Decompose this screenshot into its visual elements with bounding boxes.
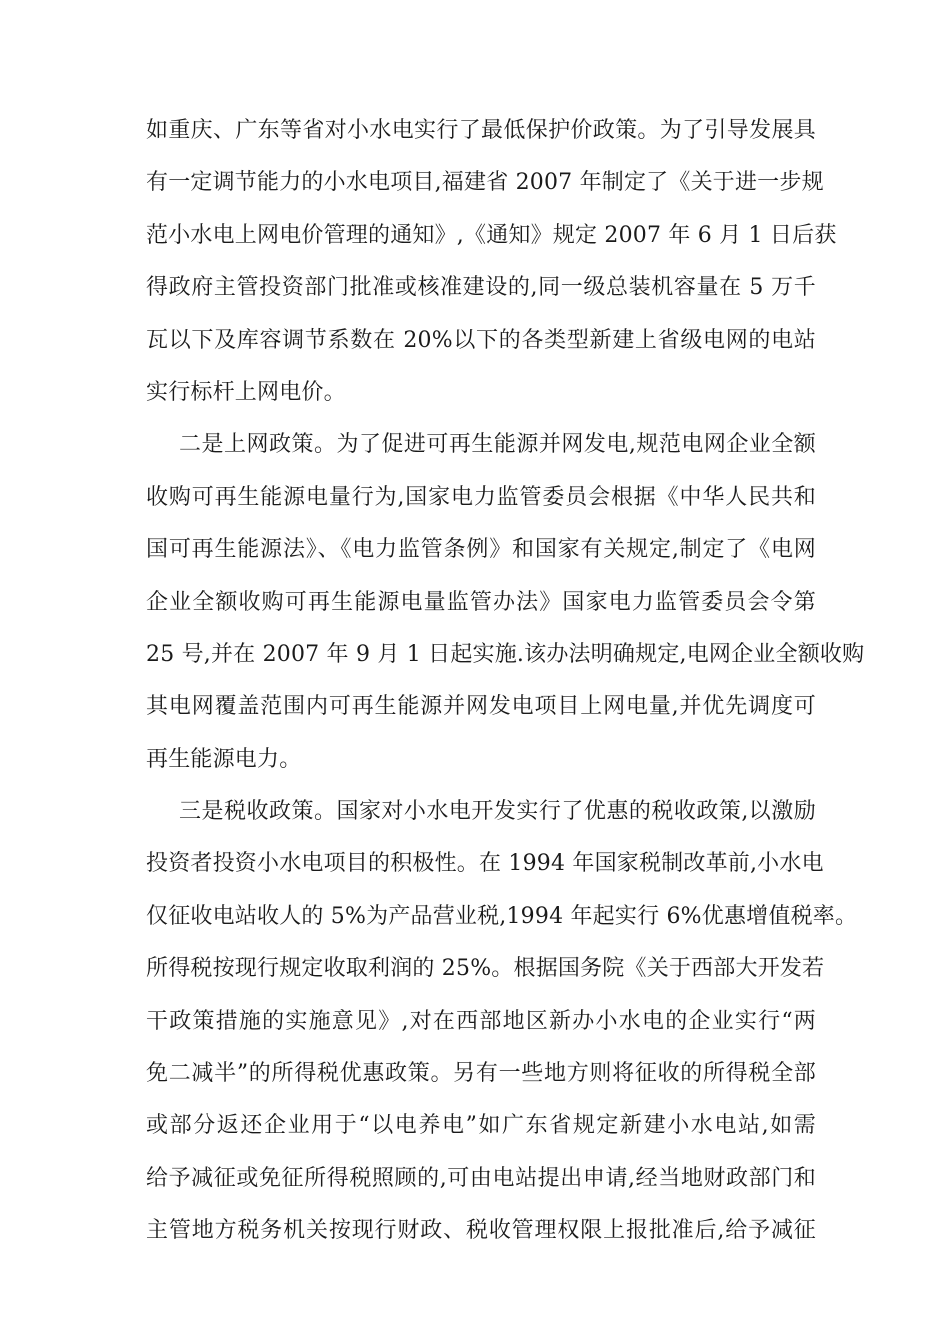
paragraph-start-line: 二是上网政策。为了促进可再生能源并网发电,规范电网企业全额 — [179, 432, 816, 458]
text-line: 投资者投资小水电项目的积极性。在 1994 年国家税制改革前,小水电 — [146, 851, 824, 877]
text-line: 企业全额收购可再生能源电量监管办法》国家电力监管委员会令第 — [146, 589, 816, 615]
document-body — [146, 112, 865, 1265]
text-line: 瓦以下及库容调节系数在 20%以下的各类型新建上省级电网的电站 — [146, 327, 816, 353]
text-line: 免二减半”的所得税优惠政策。另有一些地方则将征收的所得税全部 — [146, 1061, 816, 1087]
text-line: 25 号,并在 2007 年 9 月 1 日起实施.该办法明确规定,电网企业全额收购 — [146, 641, 865, 667]
text-line: 或部分返还企业用于“以电养电”如广东省规定新建小水电站,如需 — [146, 1113, 816, 1139]
text-line: 如重庆、广东等省对小水电实行了最低保护价政策。为了引导发展具 — [146, 118, 816, 143]
text-line: 得政府主管投资部门批准或核准建设的,同一级总装机容量在 5 万千 — [146, 275, 816, 301]
text-line: 国可再生能源法》、《电力监管条例》和国家有关规定,制定了《电网 — [146, 537, 816, 563]
text-line: 再生能源电力。 — [146, 746, 302, 772]
text-line: 主管地方税务机关按现行财政、税收管理权限上报批准后,给予减征 — [146, 1218, 816, 1244]
text-line: 所得税按现行规定收取利润的 25%。根据国务院《关于西部大开发若 — [146, 956, 825, 982]
text-line: 给予减征或免征所得税照顾的,可由电站提出申请,经当地财政部门和 — [146, 1165, 816, 1191]
text-line: 有一定调节能力的小水电项目,福建省 2007 年制定了《关于进一步规 — [146, 170, 824, 196]
text-line: 干政策措施的实施意见》,对在西部地区新办小水电的企业实行“两 — [146, 1008, 816, 1034]
text-line: 仅征收电站收人的 5%为产品营业税,1994 年起实行 6%优惠增值税率。 — [146, 903, 858, 929]
paragraph-start-line: 三是税收政策。国家对小水电开发实行了优惠的税收政策,以激励 — [179, 799, 816, 825]
text-line: 其电网覆盖范围内可再生能源并网发电项目上网电量,并优先调度可 — [146, 694, 816, 720]
text-line: 收购可再生能源电量行为,国家电力监管委员会根据《中华人民共和 — [146, 484, 816, 510]
text-line: 范小水电上网电价管理的通知》,《通知》规定 2007 年 6 月 1 日后获 — [146, 222, 837, 248]
text-line: 实行标杆上网电价。 — [146, 379, 346, 405]
